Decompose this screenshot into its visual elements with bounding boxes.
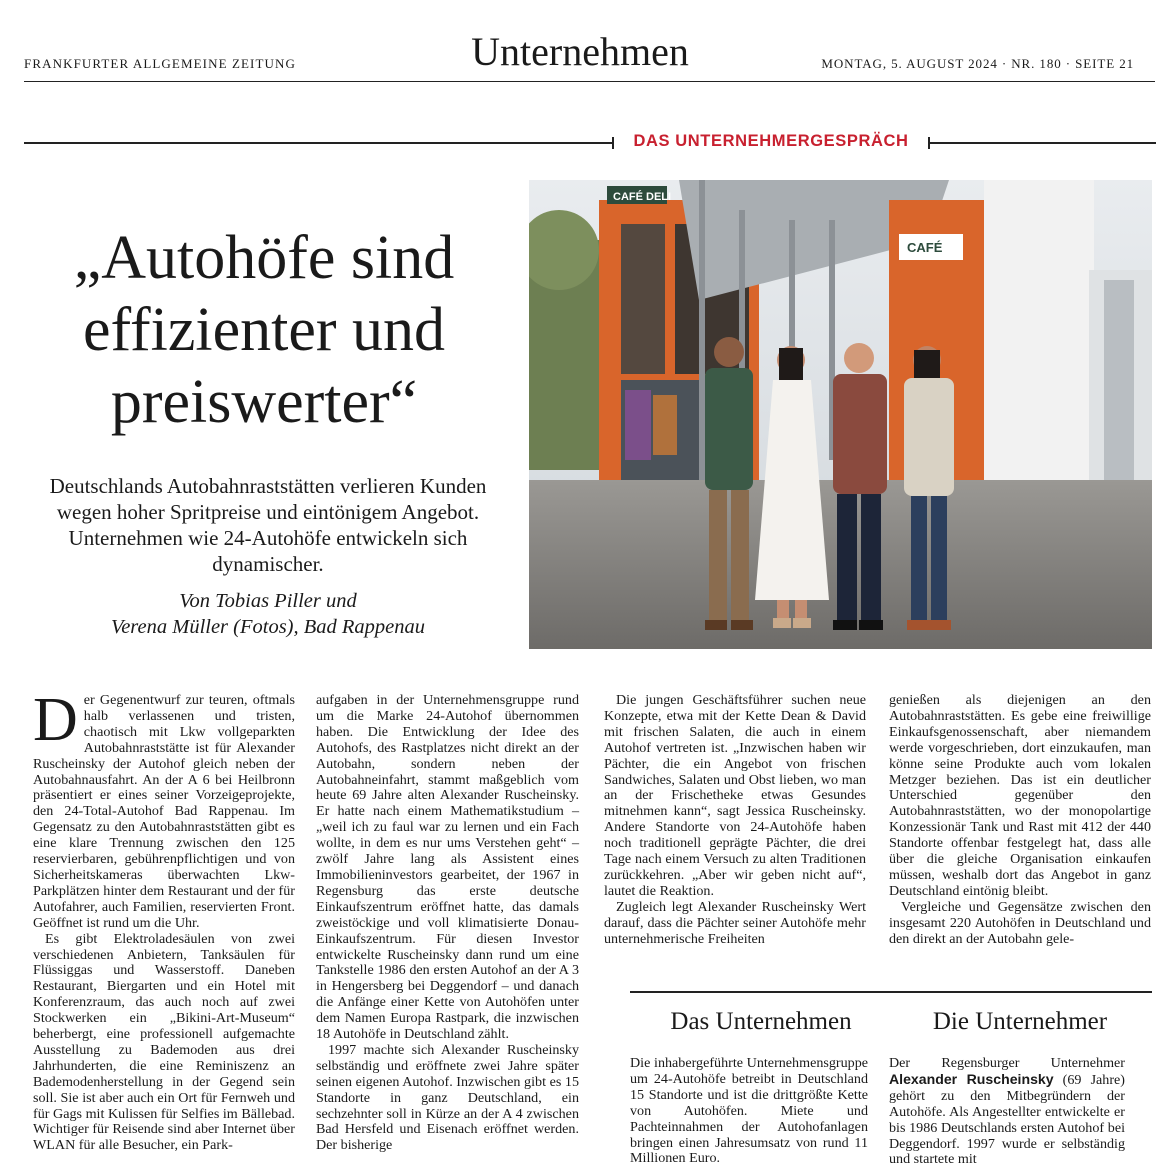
kicker-rule-right bbox=[930, 142, 1156, 144]
masthead-rule bbox=[24, 81, 1155, 82]
cafe-sign: CAFÉ bbox=[907, 240, 943, 255]
photo-illustration bbox=[529, 180, 1152, 649]
article-column-4 bbox=[889, 693, 1151, 948]
column-1-paragraph-2: Es gibt Elektroladesäulen von zwei verschiedenen Anbietern, Tanksäulen für Flüssiggas und Wasserstoff. Daneben Restaurant, Biergarten und ein Hotel mit Konferenzraum, das auch noch auf zwei Stockwerken ein „Bikini-Art-Museum“ beherbergt, eine professionell aufgemachte Ausstellung zu Bademoden aus drei Jahrhunderten, die eine Reminiszenz an Bademodenherstellung in der Gegend sein soll. Sie ist aber auch ein Ort für Fernweh und für Gags mit Kulissen für Selfies im Bällebad. Wichtiger für Reisende sind aber Internet über WLAN für alle Besucher, ein Park- bbox=[33, 930, 295, 1154]
column-1-text-1: er Gegenentwurf zur teuren, oftmals halb verlassenen und tristen, chaotisch mit Lkw vollgeparkten Autobahnraststätte ist für Alexander Ruscheinsky der Autohof gleich neben der Autobahnausfahrt. An der A 6 bei Heilbronn präsentiert er eines seiner Vorzeigeprojekte, den 24-Total-Autohof Bad Rappenau. Im Gegensatz zu den Autobahnraststätten gibt es eine klare Trennung zwischen den 125 reservierbaren, gebührenpflichtigen und von Sicherheitskameras überwachten Lkw-Parkplätzen hinter dem Restaurant und der für Autofahrer, auch Familien, reservierten Front. Geöffnet ist rund um die Uhr. bbox=[33, 692, 295, 931]
column-3-paragraph-1: Die jungen Geschäftsführer suchen neue Konzepte, etwa mit der Kette Dean & David mit frischen Salaten, die auch in einem Autohof vertreten ist. „Inzwischen haben wir Pächter, die ein Angebot von frischen Sandwiches, Salaten und Obst lieben, wo man an der Frischetheke etwas Gesundes mitnehmen kann“, sagt Jessica Ruscheinsky. Andere Standorte von 24-Autohöfe haben noch traditionell geprägte Pächter, die drei Tage nach einem Versuch zu alten Traditionen zurückkehren. „Aber wir geben nicht auf“, lautet die Reaktion. bbox=[604, 692, 866, 899]
infobox-rule bbox=[630, 991, 1152, 993]
column-2-paragraph-1: aufgaben in der Unternehmensgruppe rund um die Marke 24-Autohof übernommen haben. Die Entwicklung der Idee des Autohofs, des Rastplatzes nicht direkt an der Autobahn, sondern neben der Autobahneinfahrt, stammt maßgeblich vom heute 69 Jahre alten Alexander Ruscheinsky. Er hatte nach einem Mathematikstudium – „weil ich zu faul war zu lernen und ein Fach wollte, in dem es nur ums Verstehen geht“ – zwölf Jahre lang als Assistent eines Immobilieninvestors gearbeitet, der 1967 in Regensburg das erste deutsche Einkaufszentrum eröffnet hatte, das damals zweistöckige und voll klimatisierte Donau-Einkaufszentrum. Für diesen Investor entwickelte Ruscheinsky dann rund um eine Tankstelle 1986 den ersten Autohof an der A 3 in Hengersberg bei Deggendorf – und danach die Anfänge einer Kette von Autohöfen unter dem Namen Europa Rastpark, die inzwischen 18 Autohöfe in Deutschland zählt. bbox=[316, 692, 579, 1043]
article-column-2 bbox=[316, 693, 579, 1154]
column-3-paragraph-2: Zugleich legt Alexander Ruscheinsky Wert darauf, dass die Pächter seiner Autohöfe mehr unternehmerische Freiheiten bbox=[604, 898, 866, 947]
column-1-paragraph-1 bbox=[33, 686, 295, 932]
drop-cap: D bbox=[33, 686, 78, 754]
infobox-company-text: Die inhabergeführte Unternehmensgruppe um 24-Autohöfe betreibt in Deutschland 15 Standorte und ist die drittgrößte Kette von Autohöfen. Miete und Pachteinnahmen der Autohofanlagen bringen einen Jahresumsatz von rund 11 Millionen Euro. bbox=[630, 1055, 868, 1167]
cafe-deli-sign: CAFÉ DELI bbox=[613, 191, 672, 203]
article-deck: Deutschlands Autobahnraststätten verlieren Kunden wegen hoher Spritpreise und eintönigem Angebot. Unternehmen wie 24-Autohöfe entwickeln sich dynamischer. bbox=[49, 474, 487, 576]
infobox-founders-text bbox=[889, 1056, 1125, 1168]
article-column-3 bbox=[604, 693, 866, 948]
column-4-paragraph-1: genießen als diejenigen an den Autobahnraststätten. Es gebe eine freiwillige Einkaufsgenossenschaft, aber niemandem werde vorgeschrieben, dort einzukaufen, man könne seine Produkte auch vom lokalen Metzger beziehen. Das ist ein deutlicher Unterschied gegenüber den Autobahnraststätten, wo der monopolartige Konzessionär Tank und Rast mit 412 der 440 Standorte offenbar festgelegt hat, dass alle über die gleiche Organisation einkaufen müssen, weshalb dort das Angebot in ganz Deutschland eintönig bleibt. bbox=[889, 692, 1151, 899]
article-column-1 bbox=[33, 686, 295, 1154]
kicker-rule-left bbox=[24, 142, 612, 144]
column-4-paragraph-2: Vergleiche und Gegensätze zwischen den insgesamt 220 Autohöfen in Deutschland und den direkt an der Autobahn gele- bbox=[889, 898, 1151, 947]
newspaper-name: FRANKFURTER ALLGEMEINE ZEITUNG bbox=[24, 56, 296, 71]
article-photo bbox=[529, 180, 1152, 649]
dateline: MONTAG, 5. AUGUST 2024 · NR. 180 · SEITE 21 bbox=[821, 56, 1134, 71]
byline-authors: Von Tobias Piller und bbox=[179, 590, 357, 612]
column-2-paragraph-2: 1997 machte sich Alexander Ruscheinsky selbständig und eröffnete zwei Jahre später seinen eigenen Autohof. Inzwischen gibt es 15 Standorte in ganz Deutschland, ein sechzehnter soll in Kürze an der A 4 zwischen Bad Hersfeld und Eisenach eröffnet werden. Der bisherige bbox=[316, 1041, 579, 1154]
infobox-founders-text-pre: Der Regensburger Unternehmer bbox=[889, 1055, 1125, 1071]
article-headline: „Autohöfe sind effizienter und preiswerter“ bbox=[73, 224, 455, 436]
article-byline bbox=[38, 588, 498, 640]
infobox-founders-text-post: (69 Jahre) gehört zu den Mitbegründern der Autohöfe. Als Angestellter entwickelte er bis 1986 Deutschlands ersten Autohof bei Deggendorf. 1997 wurde er selbständig und startete mit bbox=[889, 1071, 1125, 1168]
article-kicker: DAS UNTERNEHMERGESPRÄCH bbox=[633, 132, 909, 150]
infobox-founder-name: Alexander Ruscheinsky bbox=[889, 1070, 1054, 1087]
infobox-company-title: Das Unternehmen bbox=[670, 1008, 852, 1035]
section-title: Unternehmen bbox=[471, 29, 689, 74]
byline-photo-credit: Verena Müller (Fotos), Bad Rappenau bbox=[110, 616, 426, 638]
infobox-founders-title: Die Unternehmer bbox=[932, 1008, 1108, 1035]
